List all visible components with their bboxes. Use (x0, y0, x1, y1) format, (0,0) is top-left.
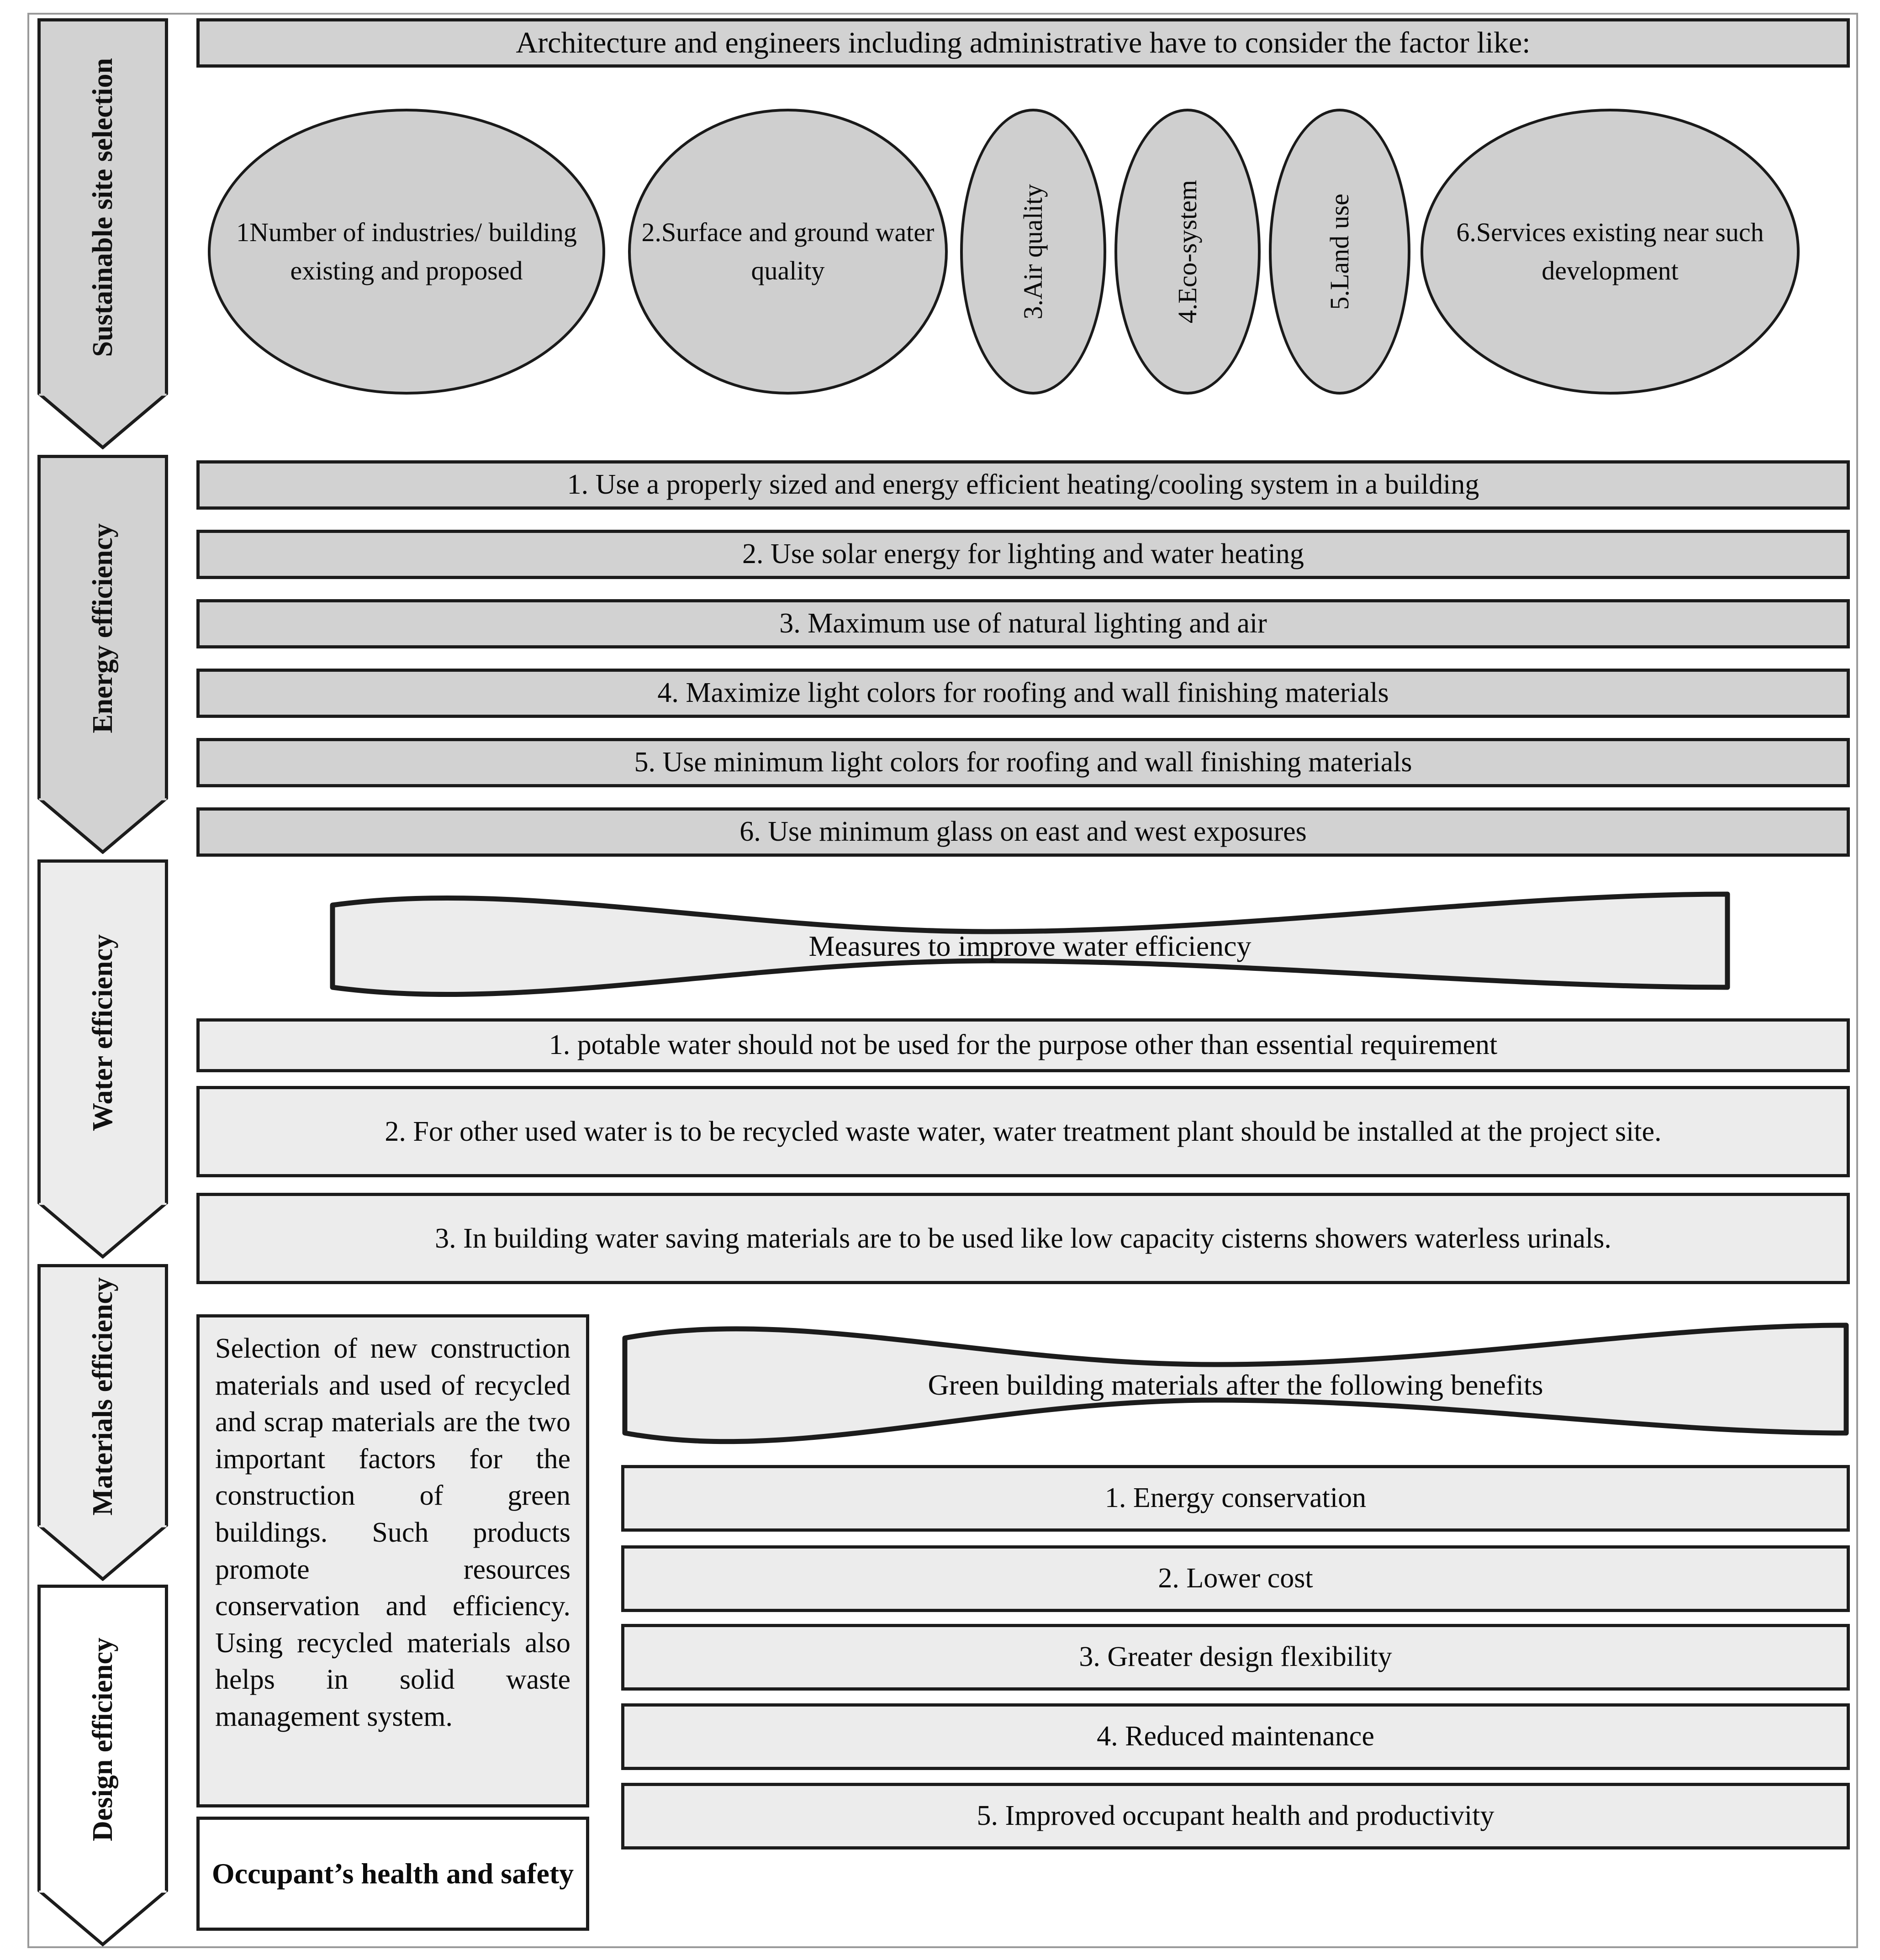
energy-item-label: 2. Use solar energy for lighting and water heating (742, 538, 1304, 570)
energy-item-label: 6. Use minimum glass on east and west exposures (739, 816, 1307, 848)
benefit-item-label: 3. Greater design flexibility (1079, 1641, 1392, 1673)
factor-ellipse-label: 2.Surface and ground water quality (641, 217, 935, 285)
benefit-item-label: 1. Energy conservation (1104, 1482, 1367, 1514)
factor-ellipse-label: 6.Services existing near such development (1456, 217, 1764, 285)
factor-ellipse-6 (1421, 109, 1800, 395)
energy-item-5 (196, 738, 1850, 787)
green-materials-banner (621, 1319, 1850, 1451)
benefit-item-1 (621, 1465, 1850, 1532)
arrow-point-icon (37, 1525, 168, 1579)
water-efficiency-banner (329, 890, 1731, 1003)
arrow-point-icon (37, 798, 168, 852)
water-efficiency-banner-text: Measures to improve water efficiency (808, 930, 1252, 962)
factor-ellipse-2 (628, 109, 948, 395)
sidebar-item-label: Energy efficiency (87, 523, 118, 733)
sidebar-item-energy-efficiency[interactable] (37, 455, 168, 852)
page-title-text: Architecture and engineers including administrative have to consider the factor like: (516, 26, 1531, 59)
energy-item-label: 3. Maximum use of natural lighting and air (779, 608, 1267, 639)
sidebar-item-water-efficiency[interactable] (37, 859, 168, 1257)
factor-ellipse-3 (960, 109, 1106, 395)
energy-item-3 (196, 599, 1850, 648)
water-item-label: 1. potable water should not be used for the purpose other than essential requirement (549, 1029, 1498, 1061)
factor-ellipse-label: 4.Eco-system (1172, 179, 1202, 324)
water-item-2 (196, 1086, 1850, 1177)
energy-item-1 (196, 460, 1850, 510)
page-title (196, 18, 1850, 68)
energy-item-label: 5. Use minimum light colors for roofing and wall finishing materials (634, 747, 1412, 778)
factor-ellipse-label: 5.Land use (1324, 193, 1354, 310)
sidebar-item-design-efficiency[interactable] (37, 1585, 168, 1944)
factor-ellipse-label: 1Number of industries/ building existing and proposed (236, 217, 577, 285)
water-item-label: 2. For other used water is to be recycled waste water, water treatment plant should be installed at the project site. (385, 1116, 1662, 1147)
water-item-3 (196, 1193, 1850, 1284)
energy-item-4 (196, 669, 1850, 718)
sidebar-item-materials-efficiency[interactable] (37, 1264, 168, 1579)
materials-paragraph (196, 1314, 589, 1807)
stage-rail (37, 18, 170, 1944)
arrow-point-icon (37, 1203, 168, 1257)
sidebar-item-label: Water efficiency (87, 934, 118, 1131)
occupant-health-safety-box (196, 1817, 589, 1931)
benefit-item-3 (621, 1624, 1850, 1691)
sidebar-item-label: Design efficiency (87, 1637, 118, 1841)
energy-item-6 (196, 807, 1850, 857)
sidebar-item-label: Materials efficiency (87, 1277, 118, 1516)
energy-item-label: 1. Use a properly sized and energy efficient heating/cooling system in a building (567, 469, 1479, 501)
occupant-health-safety-label: Occupant’s health and safety (211, 1857, 574, 1890)
benefit-item-4 (621, 1703, 1850, 1770)
benefit-item-2 (621, 1545, 1850, 1612)
sidebar-item-label: Sustainable site selection (87, 58, 118, 357)
water-efficiency-banner-text-wrap (329, 890, 1731, 1003)
energy-item-2 (196, 530, 1850, 579)
water-item-label: 3. In building water saving materials are to be used like low capacity cisterns showers waterless urinals. (435, 1222, 1611, 1254)
green-materials-banner-text-wrap (621, 1319, 1850, 1451)
energy-item-label: 4. Maximize light colors for roofing and wall finishing materials (657, 677, 1389, 709)
factor-ellipse-5 (1269, 109, 1410, 395)
green-materials-banner-text: Green building materials after the following benefits (928, 1369, 1543, 1401)
factor-ellipse-label: 3.Air quality (1018, 184, 1048, 320)
benefit-item-label: 4. Reduced maintenance (1097, 1721, 1374, 1752)
arrow-point-icon (37, 1891, 168, 1944)
benefit-item-label: 2. Lower cost (1158, 1563, 1313, 1594)
benefit-item-label: 5. Improved occupant health and productivity (977, 1800, 1494, 1832)
water-item-1 (196, 1018, 1850, 1072)
benefit-item-5 (621, 1783, 1850, 1849)
factor-ellipse-1 (208, 109, 605, 395)
factor-ellipse-4 (1114, 109, 1261, 395)
arrow-point-icon (37, 394, 168, 448)
sidebar-item-sustainable-site-selection[interactable] (37, 18, 168, 448)
materials-paragraph-text: Selection of new construction materials and used of recycled and scrap materials are the two important factors for the construction of green buildings. Such products promote resources conservation and efficiency. Using recycled materials also helps in solid waste management system. (215, 1333, 570, 1732)
